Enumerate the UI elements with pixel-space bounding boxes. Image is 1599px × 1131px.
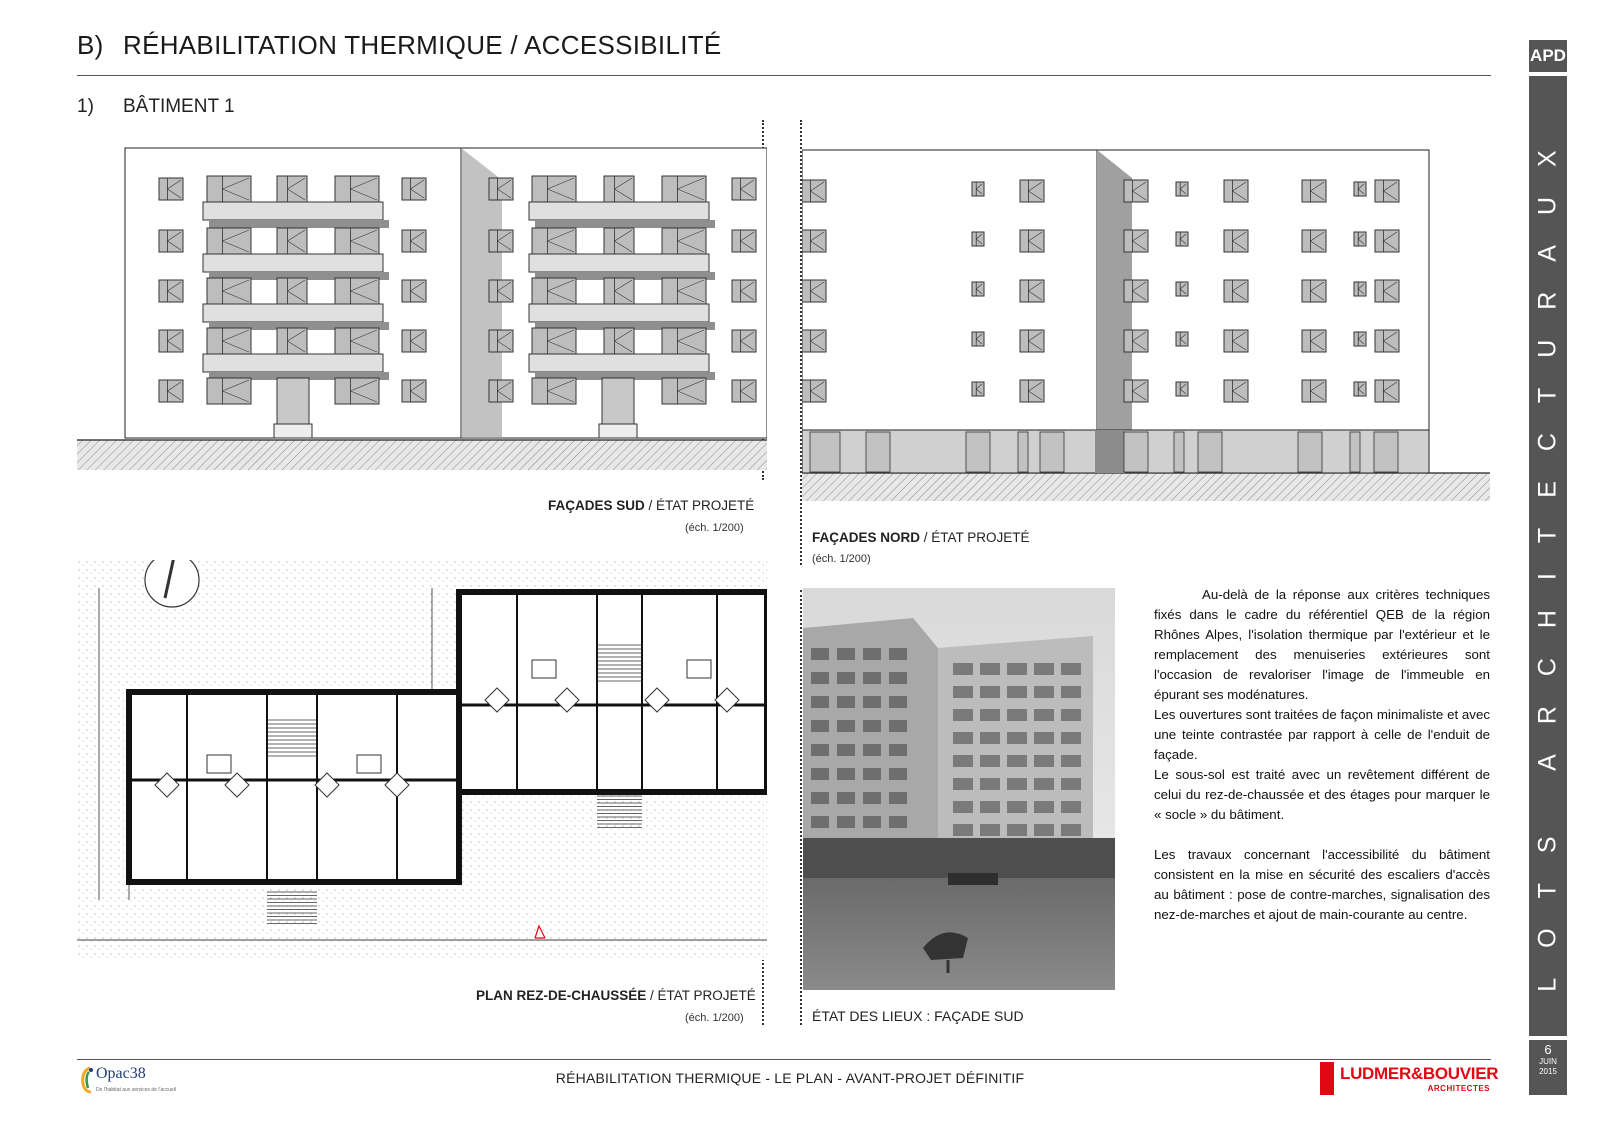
basement-window xyxy=(1298,432,1322,472)
photo-window xyxy=(1061,824,1081,836)
divider-photo xyxy=(800,590,802,1025)
photo-window xyxy=(1034,663,1054,675)
plan-caption xyxy=(476,988,756,1003)
site-photo xyxy=(803,588,1115,990)
photo-caption: ÉTAT DES LIEUX : FAÇADE SUD xyxy=(812,1008,1024,1024)
photo-window xyxy=(953,824,973,836)
photo-window xyxy=(1007,663,1027,675)
photo-window xyxy=(980,686,1000,698)
photo-window xyxy=(811,792,829,804)
lot-bar xyxy=(1529,76,1567,1036)
photo-window xyxy=(1034,824,1054,836)
north-facade-drawing xyxy=(802,140,1490,515)
photo-window xyxy=(863,768,881,780)
photo-window xyxy=(889,768,907,780)
ludmer-bouvier-logo xyxy=(1320,1062,1499,1095)
photo-window xyxy=(889,744,907,756)
photo-window xyxy=(1007,686,1027,698)
photo-window xyxy=(953,686,973,698)
sanitary-fixture xyxy=(207,755,231,773)
window xyxy=(1354,182,1366,196)
photo-bench xyxy=(948,873,998,885)
page-info xyxy=(1529,1040,1567,1095)
paragraph-3: Le sous-sol est traité avec un revêtement différent de celui du rez-de-chaussée et des étages pour marquer le « socle » du bâtiment. xyxy=(1154,767,1490,822)
photo-window xyxy=(1061,801,1081,813)
photo-window xyxy=(1007,801,1027,813)
window xyxy=(972,232,984,246)
balcony xyxy=(203,254,383,272)
opac-mark-icon xyxy=(80,1066,96,1094)
plan-wing-right xyxy=(459,592,767,792)
photo-window xyxy=(837,696,855,708)
balcony xyxy=(203,354,383,372)
photo-window xyxy=(953,732,973,744)
description-text xyxy=(1154,585,1490,925)
photo-window xyxy=(811,672,829,684)
window xyxy=(1176,182,1188,196)
photo-window xyxy=(1034,755,1054,767)
basement-window xyxy=(1018,432,1028,472)
basement-window xyxy=(966,432,990,472)
photo-window xyxy=(1061,709,1081,721)
basement-window xyxy=(1198,432,1222,472)
photo-window xyxy=(837,720,855,732)
sanitary-fixture xyxy=(687,660,711,678)
plan-wing-left xyxy=(129,692,459,882)
ground-floor-plan-drawing xyxy=(77,560,767,980)
photo-window xyxy=(863,720,881,732)
window xyxy=(1176,282,1188,296)
photo-window xyxy=(1061,755,1081,767)
basement-window xyxy=(810,432,840,472)
balcony xyxy=(529,354,709,372)
north-facade-caption xyxy=(812,530,1030,545)
photo-window xyxy=(953,709,973,721)
photo-window xyxy=(811,720,829,732)
balcony xyxy=(529,254,709,272)
basement-window xyxy=(1374,432,1398,472)
page-number: 6 xyxy=(1544,1042,1552,1057)
photo-window xyxy=(953,755,973,767)
basement-window xyxy=(1040,432,1064,472)
window xyxy=(1176,332,1188,346)
photo-window xyxy=(811,816,829,828)
balcony-shadow xyxy=(535,220,715,228)
photo-window xyxy=(811,696,829,708)
window xyxy=(972,282,984,296)
photo-window xyxy=(1034,686,1054,698)
photo-window xyxy=(1034,709,1054,721)
photo-window xyxy=(863,744,881,756)
photo-window xyxy=(980,663,1000,675)
section-title-text: RÉHABILITATION THERMIQUE / ACCESSIBILITÉ xyxy=(123,30,722,60)
north-facade-state: / ÉTAT PROJETÉ xyxy=(920,530,1030,545)
opac38-logo xyxy=(80,1064,180,1098)
photo-window xyxy=(1061,778,1081,790)
photo-window xyxy=(837,672,855,684)
photo-window xyxy=(1034,801,1054,813)
photo-window xyxy=(837,744,855,756)
balcony xyxy=(203,202,383,220)
photo-window xyxy=(863,696,881,708)
sanitary-fixture xyxy=(357,755,381,773)
footer-rule xyxy=(77,1059,1491,1060)
photo-window xyxy=(863,672,881,684)
entrance-steps xyxy=(599,424,637,438)
balcony xyxy=(529,202,709,220)
architect-sub: ARCHITECTES xyxy=(1427,1084,1490,1093)
photo-window xyxy=(889,816,907,828)
window xyxy=(1176,382,1188,396)
photo-window xyxy=(889,648,907,660)
plan-state: / ÉTAT PROJETÉ xyxy=(646,988,756,1003)
photo-window xyxy=(1007,755,1027,767)
paragraph-2: Les ouvertures sont traitées de façon minimaliste et avec une teinte contrastée par rapport à celle de l'enduit de façade. xyxy=(1154,707,1490,762)
photo-window xyxy=(1061,686,1081,698)
window xyxy=(1354,232,1366,246)
photo-hedge xyxy=(803,838,1115,878)
photo-window xyxy=(889,696,907,708)
ground-hatch xyxy=(77,440,767,470)
south-facade-state: / ÉTAT PROJETÉ xyxy=(644,498,755,513)
window xyxy=(972,382,984,396)
photo-window xyxy=(980,801,1000,813)
south-facade-scale: (éch. 1/200) xyxy=(685,522,744,534)
photo-window xyxy=(953,801,973,813)
photo-window xyxy=(1007,732,1027,744)
window xyxy=(972,332,984,346)
window xyxy=(1176,232,1188,246)
section-title xyxy=(77,30,722,61)
photo-window xyxy=(811,744,829,756)
window xyxy=(1354,282,1366,296)
subsection-title xyxy=(77,96,235,118)
lot-label: LOTS ARCHITECTURAUX xyxy=(1533,120,1562,992)
architect-name: LUDMER&BOUVIER xyxy=(1340,1064,1499,1083)
plinth-shadow xyxy=(1095,430,1125,473)
photo-window xyxy=(863,648,881,660)
phase-badge: APD xyxy=(1529,40,1567,72)
page-month: JUIN xyxy=(1539,1057,1557,1066)
photo-window xyxy=(837,792,855,804)
photo-window xyxy=(980,755,1000,767)
photo-window xyxy=(1007,778,1027,790)
photo-window xyxy=(837,816,855,828)
photo-window xyxy=(953,778,973,790)
south-facade-title: FAÇADES SUD xyxy=(548,498,645,513)
photo-window xyxy=(889,720,907,732)
entrance-steps xyxy=(274,424,312,438)
photo-window xyxy=(863,792,881,804)
window xyxy=(972,182,984,196)
photo-window xyxy=(980,709,1000,721)
paragraph-4: Les travaux concernant l'accessibilité du bâtiment consistent en la mise en sécurité des escaliers d'accès au bâtiment : pose de contre-marches, signalisation des nez-de-marches et ajout de main-courante au centre. xyxy=(1154,847,1490,922)
photo-window xyxy=(1061,663,1081,675)
basement-window xyxy=(866,432,890,472)
building-block-left xyxy=(802,150,1097,430)
balcony xyxy=(203,304,383,322)
logo-red-block xyxy=(1320,1062,1334,1095)
photo-window xyxy=(811,648,829,660)
south-facade-caption xyxy=(548,498,754,513)
basement-window xyxy=(1174,432,1184,472)
subsection-number: 1) xyxy=(77,96,94,117)
photo-window xyxy=(837,768,855,780)
window xyxy=(1354,382,1366,396)
photo-window xyxy=(980,778,1000,790)
sidebar xyxy=(1529,40,1567,1095)
photo-window xyxy=(889,792,907,804)
footer-title: RÉHABILITATION THERMIQUE - LE PLAN - AVANT-PROJET DÉFINITIF xyxy=(555,1070,1025,1086)
ground-hatch xyxy=(802,473,1490,501)
photo-window xyxy=(980,824,1000,836)
photo-window xyxy=(953,663,973,675)
north-facade-scale: (éch. 1/200) xyxy=(812,553,871,565)
sanitary-fixture xyxy=(532,660,556,678)
opac-tagline: De l'habitat aux services de l'accueil xyxy=(96,1087,177,1093)
photo-window xyxy=(980,732,1000,744)
photo-window xyxy=(1007,824,1027,836)
south-facade-drawing xyxy=(77,140,767,485)
photo-window xyxy=(837,648,855,660)
photo-window xyxy=(1034,778,1054,790)
basement-window xyxy=(1350,432,1360,472)
page-year: 2015 xyxy=(1539,1067,1557,1076)
opac-name: Opac38 xyxy=(96,1065,146,1082)
plan-title: PLAN REZ-DE-CHAUSSÉE xyxy=(476,988,647,1003)
photo-window xyxy=(1061,732,1081,744)
photo-window xyxy=(1034,732,1054,744)
window xyxy=(1354,332,1366,346)
plan-scale: (éch. 1/200) xyxy=(685,1012,744,1024)
section-number: B) xyxy=(77,30,104,60)
basement-window xyxy=(1124,432,1148,472)
photo-window xyxy=(1007,709,1027,721)
photo-window xyxy=(863,816,881,828)
subsection-title-text: BÂTIMENT 1 xyxy=(123,96,235,117)
balcony-shadow xyxy=(209,220,389,228)
paragraph-1: Au-delà de la réponse aux critères techniques fixés dans le cadre du référentiel QEB de la région Rhônes Alpes, l'isolation thermique par l'extérieur et le remplacement des menuiseries extérieures sont l'occasion de revaloriser l'image de l'immeuble en épurant ses modénatures. xyxy=(1154,587,1490,702)
title-rule xyxy=(77,75,1491,76)
north-facade-title: FAÇADES NORD xyxy=(812,530,921,545)
photo-window xyxy=(811,768,829,780)
balcony xyxy=(529,304,709,322)
photo-window xyxy=(889,672,907,684)
